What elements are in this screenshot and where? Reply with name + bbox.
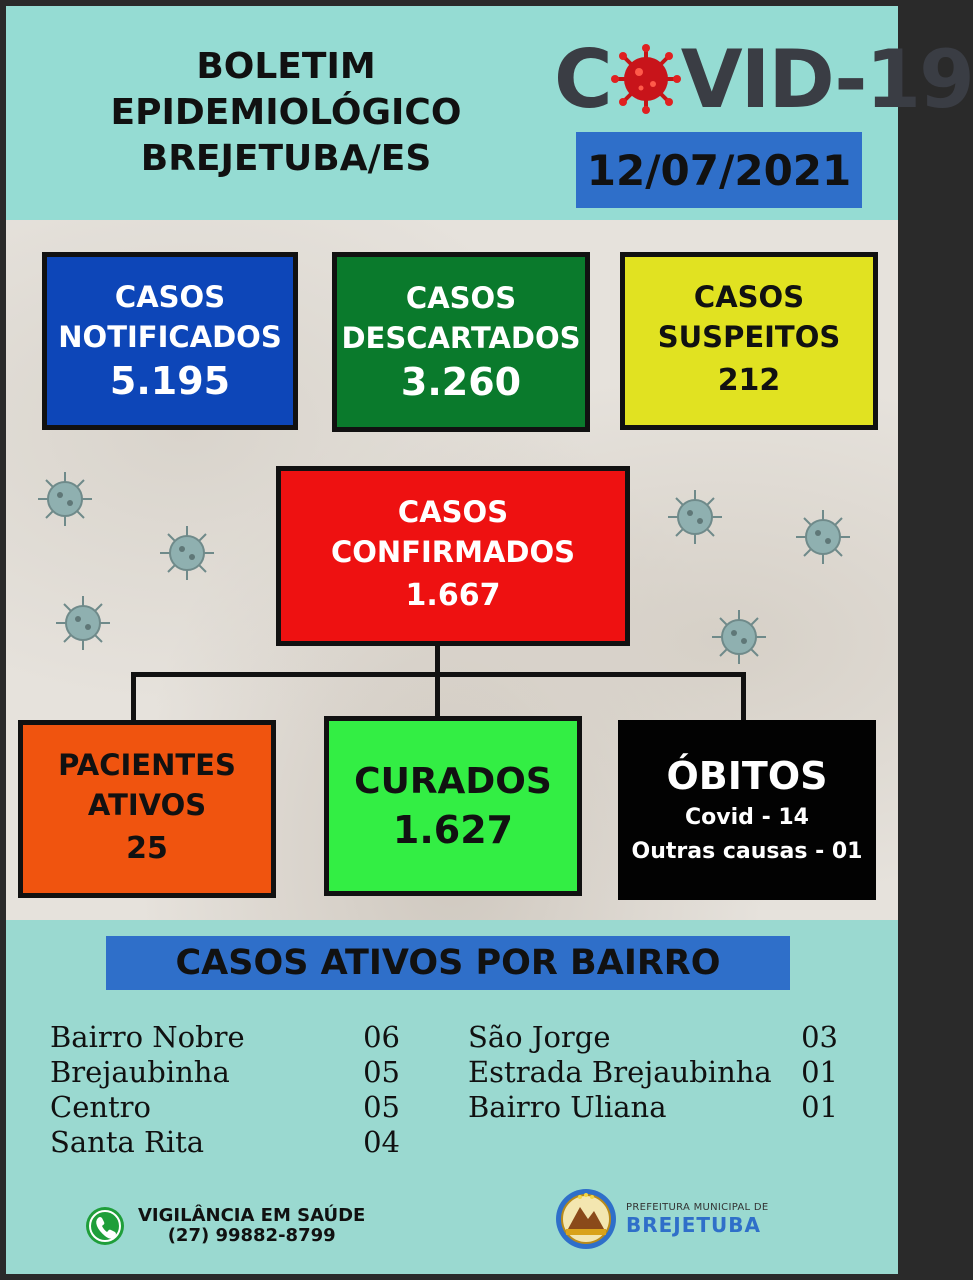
obitos-covid: Covid - 14 <box>685 805 809 830</box>
card-value: 1.627 <box>392 808 514 852</box>
card-value: 212 <box>717 363 781 398</box>
prefeitura-name: BREJETUBA <box>626 1212 762 1237</box>
bairro-list-left <box>50 1020 400 1160</box>
contact-block <box>84 1200 365 1252</box>
municipal-seal-icon <box>554 1187 618 1251</box>
virus-decoration-icon <box>34 468 96 530</box>
card-value: 1.667 <box>405 578 501 613</box>
card-casos-descartados <box>332 252 590 432</box>
bairro-row <box>50 1055 400 1090</box>
card-label: CASOS <box>405 281 517 315</box>
connector-line <box>131 672 136 720</box>
bulletin-date: 12/07/2021 <box>576 132 862 208</box>
obitos-outras-causas: Outras causas - 01 <box>631 839 863 864</box>
prefeitura-label: PREFEITURA MUNICIPAL DE <box>626 1201 769 1213</box>
logo-letter-c: C <box>554 33 611 126</box>
contact-phone: (27) 99882-8799 <box>167 1225 336 1246</box>
title-line: BREJETUBA/ES <box>140 138 432 179</box>
bulletin-title <box>56 44 516 182</box>
card-label: DESCARTADOS <box>341 321 581 355</box>
card-value: 5.195 <box>109 359 231 403</box>
bairro-name: Centro <box>50 1090 152 1124</box>
virus-decoration-icon <box>664 486 726 548</box>
bairro-section-title: CASOS ATIVOS POR BAIRRO <box>106 936 790 990</box>
card-casos-notificados <box>42 252 298 430</box>
bairro-row <box>50 1125 400 1160</box>
bairro-row <box>468 1020 838 1055</box>
prefeitura-logo <box>554 1184 769 1254</box>
phone-icon <box>84 1205 126 1247</box>
bairro-name: Bairro Nobre <box>50 1020 245 1054</box>
bairro-count: 01 <box>801 1090 838 1124</box>
card-label: CURADOS <box>354 761 552 802</box>
card-curados <box>324 716 582 896</box>
card-label: ÓBITOS <box>666 754 828 798</box>
bairro-name: Bairro Uliana <box>468 1090 667 1124</box>
virus-decoration-icon <box>792 506 854 568</box>
bairro-row <box>468 1090 838 1125</box>
connector-line <box>131 672 746 677</box>
bairro-name: Brejaubinha <box>50 1055 230 1089</box>
connector-line <box>741 672 746 720</box>
card-label: CONFIRMADOS <box>330 535 576 569</box>
prefeitura-text <box>626 1202 769 1237</box>
coronavirus-icon <box>611 44 681 114</box>
bairro-count: 06 <box>363 1020 400 1054</box>
bairro-count: 04 <box>363 1125 400 1159</box>
bulletin-poster <box>6 6 973 1274</box>
virus-decoration-icon <box>156 522 218 584</box>
card-casos-confirmados <box>276 466 630 646</box>
card-value: 3.260 <box>400 360 522 404</box>
virus-decoration-icon <box>708 606 770 668</box>
logo-rest: VID-19 <box>680 33 973 126</box>
contact-name: VIGILÂNCIA EM SAÚDE <box>138 1205 366 1226</box>
stats-area <box>6 220 898 920</box>
bairro-row <box>50 1090 400 1125</box>
card-label: ATIVOS <box>87 788 207 822</box>
contact-text <box>138 1206 365 1246</box>
card-pacientes-ativos <box>18 720 276 898</box>
card-casos-suspeitos <box>620 252 878 430</box>
card-label: CASOS <box>693 280 805 314</box>
card-value: 25 <box>126 831 168 866</box>
connector-line <box>435 646 440 720</box>
bairro-row <box>50 1020 400 1055</box>
bairro-name: São Jorge <box>468 1020 611 1054</box>
card-obitos <box>618 720 876 900</box>
bairro-row <box>468 1055 838 1090</box>
bairro-name: Estrada Brejaubinha <box>468 1055 772 1089</box>
bairro-count: 05 <box>363 1090 400 1124</box>
covid-19-logo <box>554 33 973 126</box>
card-label: CASOS <box>397 495 509 529</box>
bairro-count: 03 <box>801 1020 838 1054</box>
card-label: PACIENTES <box>58 748 236 782</box>
virus-decoration-icon <box>52 592 114 654</box>
title-line: EPIDEMIOLÓGICO <box>110 92 462 133</box>
card-label: CASOS <box>114 280 226 314</box>
bairro-list-right <box>468 1020 838 1125</box>
bairro-count: 05 <box>363 1055 400 1089</box>
header-band <box>6 6 973 220</box>
bairro-count: 01 <box>801 1055 838 1089</box>
title-line: BOLETIM <box>196 46 376 87</box>
bairro-name: Santa Rita <box>50 1125 205 1159</box>
card-label: NOTIFICADOS <box>58 320 282 354</box>
card-label: SUSPEITOS <box>657 320 841 354</box>
